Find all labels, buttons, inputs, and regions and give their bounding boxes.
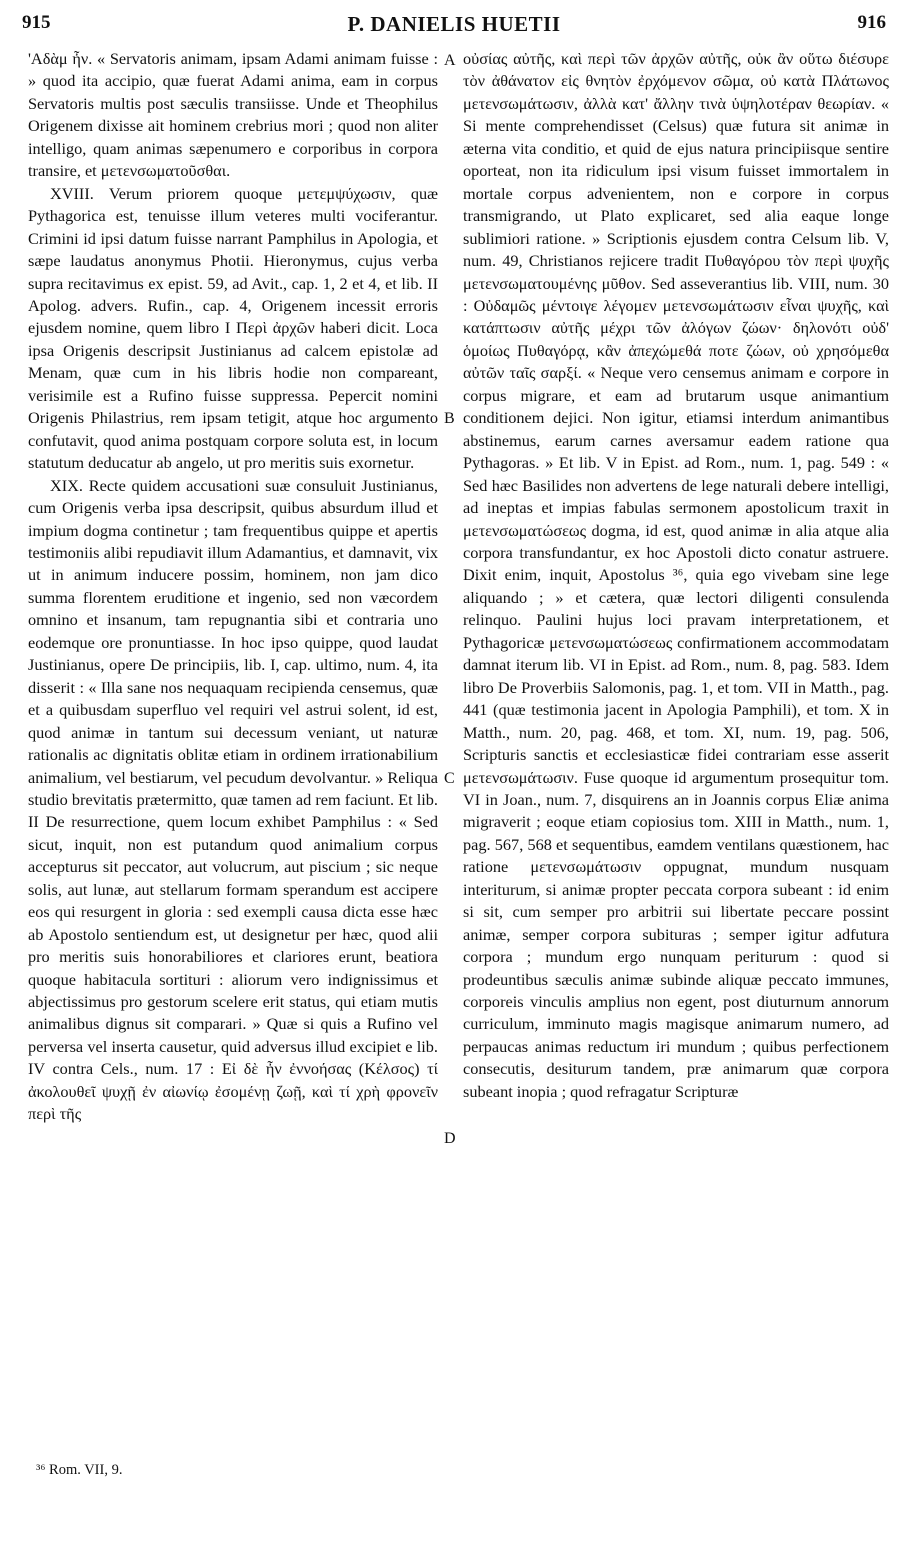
margin-letter-d: D: [444, 1130, 456, 1147]
left-paragraph-2: XVIII. Verum priorem quoque μετεμψύχωσιν, quæ Pythagorica est, tenuisse illum veteres multi vociferantur. Crimini id ipsi datum fuisse narrant Pamphilus in Apologia, et sæpe laudatus anonymus Photii. Hieronymus, cujus verba supra recitavimus ex epist. 59, ad Avit., cap. 1, 2 et 4, et lib. II Apolog. advers. Rufin., cap. 4, Origenem incessit erroris ejusdem nomine, quem libro I Περὶ ἀρχῶν haberi dicit. Loca ipsa Origenis descripsit Justinianus ad calcem epistolæ ad Menam, quæ cum in his libris hodie non compareant, verisimile est a Rufino fuisse suppressa. Pepercit nomini Origenis Philastrius, rem ipsam tetigit, atque hoc argumento confutavit, quod anima postquam corpore soluta est, in locum statutum deducatur ab angelo, ut pro meritis suis exornetur.: [28, 183, 438, 473]
left-paragraph-1: 'Αδὰμ ἦν. « Servatoris animam, ipsam Adami animam fuisse : » quod ita accipio, quæ fuerat Adami anima, eam in corpus Servatoris multis post sæculis transiisse. Unde et Theophilus Origenem dixisse ait hominem crebrius mori ; quod non aliter intelligo, quam animas sæpenumero e corporibus in corpora transire, et μετενσωματοῦσθαι.: [28, 49, 438, 181]
margin-letter-b: B: [444, 410, 455, 427]
left-column: [28, 48, 438, 1126]
footnote: ³⁶ Rom. VII, 9.: [36, 1462, 123, 1478]
right-column: [463, 48, 889, 1103]
left-paragraph-3: XIX. Recte quidem accusationi suæ consuluit Justinianus, cum Origenis verba ipsa descripsit, quibus absurdum illud et impium dogma continetur ; tam frequentibus quippe et apertis testimoniis alibi repudiavit illum Adamantius, et damnavit, vix ut in animum inducere possim, hominem, non jam dico summa florentem eruditione et ingenio, sed non væcordem omnino et insanum, tam repugnantia sibi et contraria uno eodemque ore pronuntiasse. In hoc ipso quippe, quod laudat Justinianus, opere De principiis, lib. I, cap. ultimo, num. 4, ita disserit : « Illa sane nos nequaquam recipienda censemus, quæ et a quibusdam superfluo vel requiri vel astrui solent, id est, quod animæ in tantum sui decessum veniant, ut naturæ rationalis ac dignitatis oblitæ etiam in ordinem irrationabilium animalium, vel bestiarum, vel pecudum devolvantur. » Reliqua studio brevitatis prætermitto, quæ tamen ad rem faciunt. Et lib. II De resurrectione, quem locum exhibet Pamphilus : « Sed sicut, inquit, non est putandum quod animalium corpus accepturus sit peccator, aut volucrum, aut piscium ; sic neque solis, aut lunæ, aut stellarum formam sperandum est accipere eos qui resurgent in gloria : sed exempli causa dicta esse hæc ab Apostolo sentiendum est, ut designetur per hæc, quod alii pro meritis suis honorabiliores et clariores erunt, beatiora quoque habitacula sortituri : aliorum vero indignissimus et abjectissimus pro gestorum scelere erit status, qui etiam mutis animalibus dignus sit comparari. » Quæ si quis a Rufino vel perversa vel inserta causetur, quid adversus illud excipiet e lib. IV contra Cels., num. 17 : Εἰ δὲ ἦν ἐννοήσας (Κέλσος) τί ἀκολουθεῖ ψυχῇ ἐν αἰωνίῳ ἐσομένῃ ζωῇ, καὶ τί χρὴ φρονεῖν περὶ τῆς: [28, 475, 438, 1124]
page-header: [18, 12, 890, 40]
running-title: P. DANIELIS HUETII: [347, 12, 561, 36]
page-number-right: 916: [857, 12, 886, 33]
margin-letter-c: C: [444, 770, 455, 787]
right-paragraph-1: οὐσίας αὐτῆς, καὶ περὶ τῶν ἀρχῶν αὐτῆς, οὐκ ἂν οὕτω διέσυρε τὸν ἀθάνατον εἰς θνητὸν ἐρχόμενον σῶμα, οὐ κατὰ Πλάτωνος μετενσωμάτωσιν, ἀλλὰ κατ' ἄλλην τινὰ ὑψηλοτέραν θεωρίαν. « Si mente comprehendisset (Celsus) quæ futura sit animæ in æterna vita conditio, et quid de ejus natura principiisque sentire oporteat, non ita ridiculum ipsi visum fuisset immortalem in mortale corpus advenientem, non e corpore in corpus transmigrando, ut Plato explicaret, sed alia eaque longe sublimiori ratione. » Scriptionis ejusdem contra Celsum lib. V, num. 49, Christianos rejicere tradit Πυθαγόρου τὸν περὶ ψυχῆς μετενσωματουμένης μῦθον. Sed asseverantius lib. VIII, num. 30 : Οὐδαμῶς μέντοιγε λέγομεν μετενσωμάτωσιν εἶναι ψυχῆς, καὶ κατάπτωσιν αὐτῆς μέχρι τῶν ἀλόγων ζώων· δηλονότι οὐδ' ὁμοίως Πυθαγόρᾳ, κἂν ἀπεχώμεθά ποτε ζώων, οὐ χρησόμεθα αὐτῶν ταῖς σαρξί. « Neque vero censemus animam e corpore in corpus migrare, et eam ad brutarum usque animantium conditionem dejici. Non igitur, etiamsi interdum animantibus abstinemus, earum carnes aversamur eadem ratione qua Pythagoras. » Et lib. V in Epist. ad Rom., num. 1, pag. 549 : « Sed hæc Basilides non advertens de lege naturali debere intelligi, ad ineptas et impias fabulas sermonem apostolicum traxit in μετενσωματώσεως dogma, id est, quod animæ in alia atque alia corpora transfundantur, ex hoc Apostoli dicto conatur astruere. Dixit enim, inquit, Apostolus ³⁶, quia ego vivebam sine lege aliquando ; » et cætera, quæ lectori diligenti consulenda relinquo. Paulini hujus loci pravam interpretationem, et Pythagoricæ μετενσωματώσεως confirmationem accommodatam damnat iterum lib. VI in Epist. ad Rom., num. 8, pag. 583. Idem libro De Proverbiis Salomonis, pag. 1, et tom. VII in Matth., pag. 441 (quæ testimonia jacent in Apologia Pamphili), et tom. X in Matth., num. 20, pag. 468, et tom. XI, num. 19, pag. 506, Scripturis sanctis et ecclesiasticæ fidei contrariam esse asserit μετενσωμάτωσιν. Fuse quoque id argumentum prosequitur tom. VI in Joan., num. 7, disquirens an in Joannis corpus Eliæ anima migraverit ; eoque etiam copiosius tom. XIII in Matth., num. 1, pag. 567, 568 et sequentibus, eamdem ventilans quæstionem, hac ratione μετενσωμάτωσιν oppugnat, mundum nusquam interiturum, si animæ propter peccata corpora subeant : id enim si sit, cum semper pro arbitrii sui libertate peccare possint animæ, semper corpora subituras ; semper igitur adfutura corpora ; mundum ergo nunquam periturum : quod si prodeuntibus sæculis animæ subinde aliquæ peccato immunes, corporeis vinculis amplius non egent, post diuturnum annorum curriculum, imminuto magis magisque animarum numero, ad perpaucas animas reductum iri mundum ; quibus perfectionem consecutis, desiturum tandem, præ animarum quæ corpora subeant inopia ; quod refragatur Scripturæ: [463, 49, 889, 1101]
page-number-left: 915: [22, 12, 51, 33]
margin-letter-a: A: [444, 52, 456, 69]
